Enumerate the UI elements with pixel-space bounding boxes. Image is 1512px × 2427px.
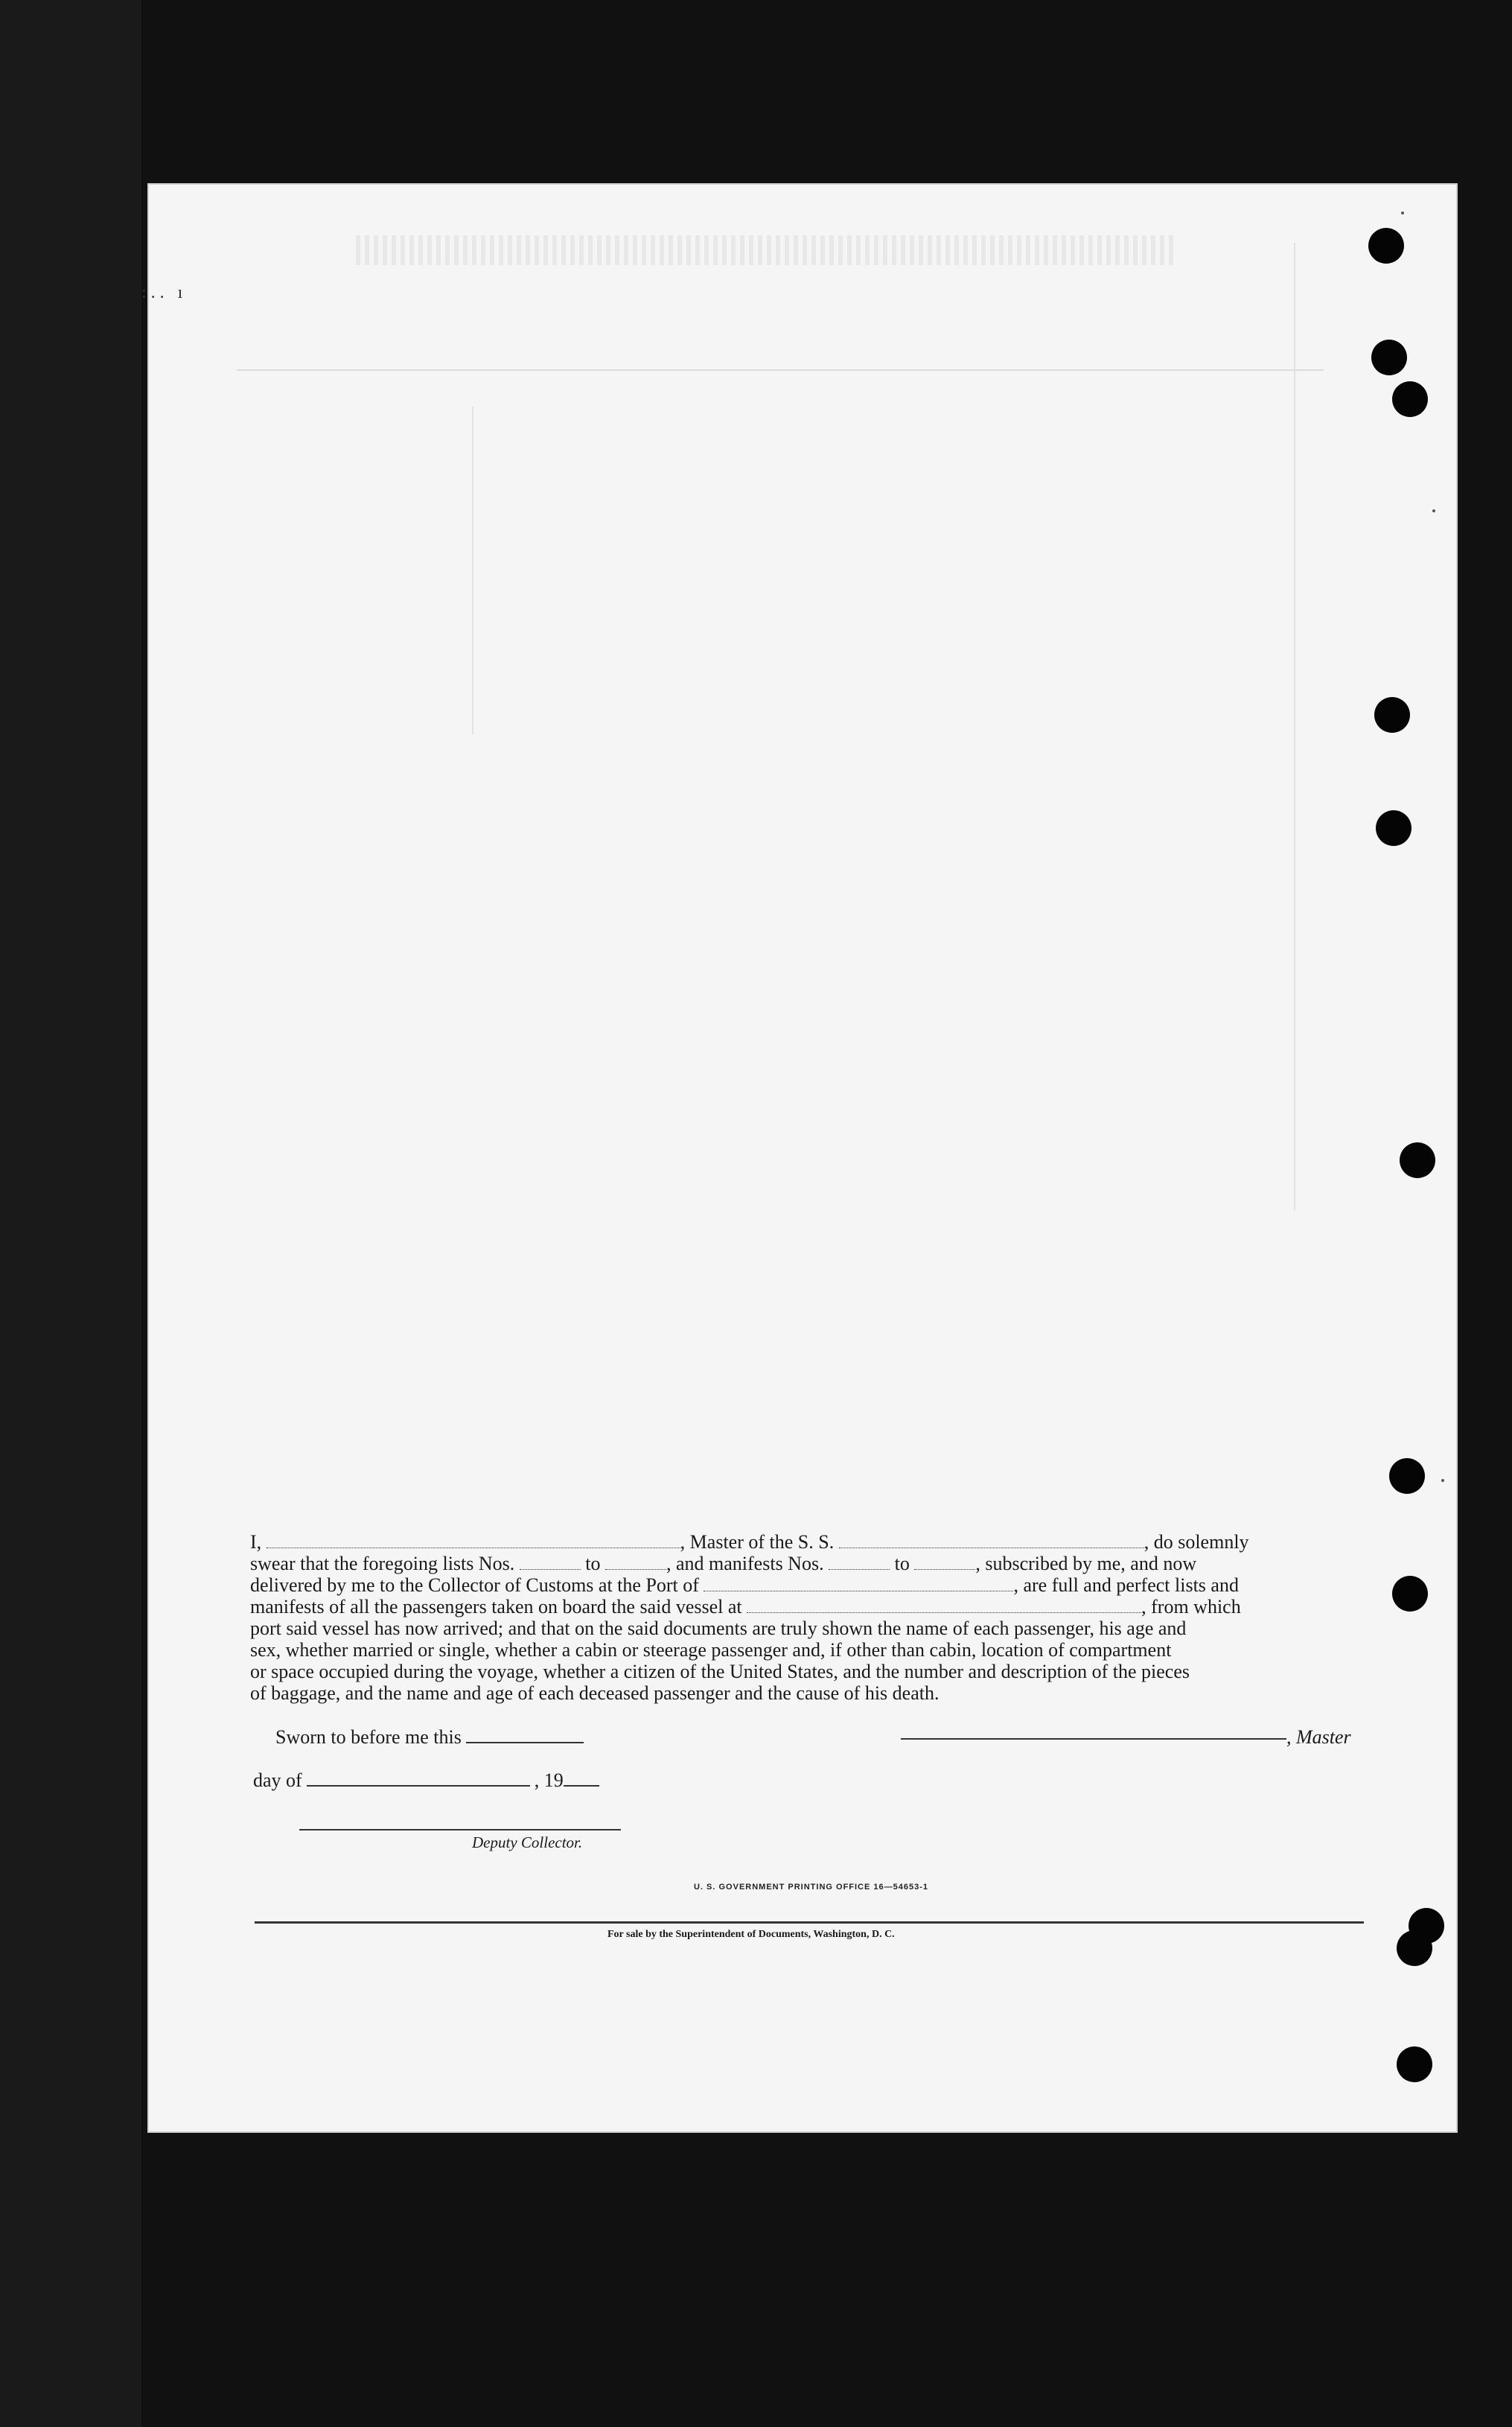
punch-hole-icon [1397,1930,1432,1966]
oath-text: , and manifests Nos. [666,1553,824,1574]
speck-marks: :.. ı [141,283,188,302]
masters-oath-text [250,1531,1364,1704]
oath-line-3 [250,1574,1364,1596]
list-to-blank [605,1556,666,1570]
origin-port-blank [747,1599,1141,1613]
punch-hole-icon [1392,381,1428,417]
oath-line-4 [250,1596,1364,1618]
day-of-label: day of [253,1769,302,1791]
sworn-day-blank [466,1742,584,1743]
footer-rule [255,1921,1364,1924]
sale-notice: For sale by the Superintendent of Documents, Washington, D. C. [607,1929,895,1940]
oath-line-8: of baggage, and the name and age of each deceased passenger and the cause of his death. [250,1682,940,1704]
oath-text: , from which [1141,1596,1241,1618]
document-page [147,183,1458,2133]
port-blank [704,1577,1013,1591]
punch-hole-icon [1374,697,1410,733]
year-label: , 19 [534,1769,564,1791]
master-signature-blank [901,1738,1286,1740]
oath-line-2 [250,1553,1364,1574]
oath-text: , Master of the S. S. [680,1531,835,1553]
deputy-collector-signature-line [299,1829,621,1830]
bleed-through-rule [237,369,1324,371]
speck [1432,509,1435,512]
oath-text: delivered by me to the Collector of Customs at the Port of [250,1574,699,1596]
oath-line-6: sex, whether married or single, whether a cabin or steerage passenger and, if other than cabin, location of compartment [250,1639,1172,1661]
date-line [253,1769,599,1792]
punch-hole-icon [1397,2046,1432,2082]
punch-hole-icon [1376,810,1411,846]
oath-text: , are full and perfect lists and [1013,1574,1239,1596]
oath-text: I, [250,1531,262,1553]
speck [1401,211,1404,214]
list-from-blank [520,1556,581,1570]
oath-text: to [894,1553,910,1574]
master-label: , Master [1286,1726,1351,1748]
sworn-label: Sworn to before me this [275,1726,462,1748]
oath-line-1 [250,1531,1364,1553]
bleed-through-column [1294,243,1295,1211]
oath-text: , do solemnly [1143,1531,1249,1553]
punch-hole-icon [1392,1576,1428,1612]
manifest-from-blank [829,1556,890,1570]
bleed-through-column [472,407,473,734]
punch-hole-icon [1400,1142,1435,1178]
bleed-through-header [356,235,1175,265]
master-name-blank [267,1534,680,1548]
oath-text: swear that the foregoing lists Nos. [250,1553,515,1574]
master-signature-line [901,1726,1351,1749]
oath-line-5: port said vessel has now arrived; and that on the said documents are truly shown the name of each passenger, his age and [250,1618,1187,1639]
ship-name-blank [839,1534,1144,1548]
oath-line-7: or space occupied during the voyage, whether a citizen of the United States, and the number and description of the pieces [250,1661,1190,1682]
oath-text: , subscribed by me, and now [975,1553,1197,1574]
printing-office-imprint: U. S. GOVERNMENT PRINTING OFFICE 16—54653-1 [694,1883,929,1892]
oath-text: to [585,1553,601,1574]
manifest-to-blank [914,1556,975,1570]
month-blank [307,1785,530,1787]
oath-text: manifests of all the passengers taken on board the said vessel at [250,1596,742,1618]
punch-hole-icon [1368,228,1404,264]
year-blank [564,1785,599,1787]
deputy-collector-label: Deputy Collector. [472,1833,583,1851]
speck [1441,1479,1444,1482]
film-border-left [0,0,141,2427]
sworn-line [275,1726,584,1749]
punch-hole-icon [1389,1458,1425,1494]
punch-hole-icon [1371,340,1407,375]
